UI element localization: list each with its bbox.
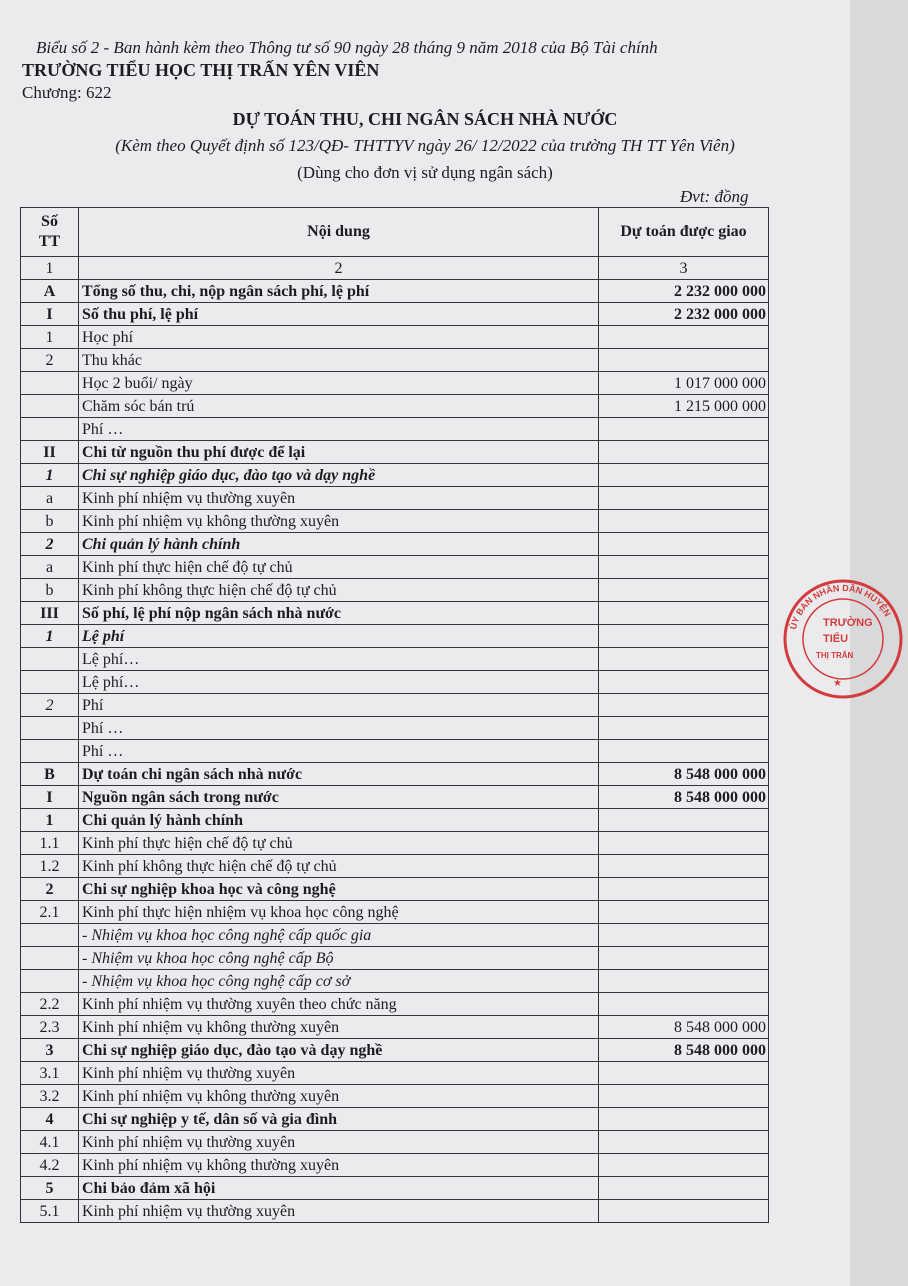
table-row [21,1016,769,1039]
svg-text:THỊ TRẤN: THỊ TRẤN [816,651,854,660]
row-number: 1 [21,809,79,832]
row-content: Tổng số thu, chi, nộp ngân sách phí, lệ phí [79,280,599,303]
row-amount [599,671,769,694]
column-header-content: Nội dung [79,208,599,257]
row-amount [599,924,769,947]
row-content: Chi bảo đảm xã hội [79,1177,599,1200]
row-number: B [21,763,79,786]
table-row [21,947,769,970]
row-number: I [21,303,79,326]
row-number [21,372,79,395]
row-number [21,395,79,418]
row-amount [599,809,769,832]
column-index-row [21,257,769,280]
row-number: 2.2 [21,993,79,1016]
row-amount [599,326,769,349]
column-index-cell: 1 [21,257,79,280]
row-content: Chi sự nghiệp y tế, dân số và gia đình [79,1108,599,1131]
row-content: Phí [79,694,599,717]
row-number [21,717,79,740]
row-number [21,970,79,993]
row-content: Kinh phí nhiệm vụ không thường xuyên [79,1016,599,1039]
row-amount: 8 548 000 000 [599,763,769,786]
row-amount [599,625,769,648]
row-number: 1 [21,464,79,487]
svg-text:TRƯỜNG: TRƯỜNG [823,617,873,629]
table-row [21,970,769,993]
row-number: A [21,280,79,303]
row-amount [599,855,769,878]
table-row [21,1154,769,1177]
row-number: 4.2 [21,1154,79,1177]
row-content: Chăm sóc bán trú [79,395,599,418]
table-row [21,625,769,648]
table-row [21,740,769,763]
table-row [21,602,769,625]
table-row [21,533,769,556]
row-number [21,924,79,947]
table-row [21,303,769,326]
table-row [21,1108,769,1131]
row-amount [599,441,769,464]
row-number: 1 [21,326,79,349]
row-number [21,648,79,671]
row-content: Kinh phí không thực hiện chế độ tự chủ [79,579,599,602]
table-row [21,579,769,602]
row-number: 1.2 [21,855,79,878]
svg-text:TIỂU: TIỂU [823,633,849,645]
row-number: 2 [21,694,79,717]
table-header-row [21,208,769,257]
row-amount [599,487,769,510]
row-number: 2 [21,349,79,372]
table-row [21,372,769,395]
table-row [21,441,769,464]
row-content: Kinh phí không thực hiện chế độ tự chủ [79,855,599,878]
table-row [21,786,769,809]
row-amount [599,717,769,740]
row-content: Kinh phí nhiệm vụ không thường xuyên [79,1085,599,1108]
row-number: 1 [21,625,79,648]
row-amount [599,510,769,533]
row-amount [599,533,769,556]
row-number: 3.1 [21,1062,79,1085]
currency-unit: Đvt: đồng [680,187,749,206]
row-amount [599,1177,769,1200]
column-header-stt: Số TT [21,208,79,257]
row-number: 1.1 [21,832,79,855]
row-number [21,947,79,970]
table-row [21,487,769,510]
row-number [21,740,79,763]
row-content: Chi quản lý hành chính [79,533,599,556]
row-content: Chi sự nghiệp giáo dục, đào tạo và dạy nghề [79,1039,599,1062]
table-row [21,556,769,579]
row-content: Thu khác [79,349,599,372]
row-content: Số thu phí, lệ phí [79,303,599,326]
official-stamp [778,574,908,704]
row-amount: 1 215 000 000 [599,395,769,418]
table-row [21,395,769,418]
table-row [21,1131,769,1154]
table-body [21,257,769,1223]
table-row [21,878,769,901]
school-name: TRƯỜNG TIỂU HỌC THỊ TRẤN YÊN VIÊN [22,60,380,80]
table-row [21,1177,769,1200]
row-number [21,671,79,694]
row-number: 4.1 [21,1131,79,1154]
table-row [21,717,769,740]
row-amount: 8 548 000 000 [599,786,769,809]
table-row [21,832,769,855]
row-number: II [21,441,79,464]
svg-text:★: ★ [833,678,842,689]
svg-text:ỦY BAN NHÂN DÂN HUYỆN: ỦY BAN NHÂN DÂN HUYỆN [787,582,893,631]
table-row [21,1200,769,1223]
column-index-cell: 3 [599,257,769,280]
document-title: DỰ TOÁN THU, CHI NGÂN SÁCH NHÀ NƯỚC [232,109,618,129]
row-amount [599,1062,769,1085]
table-row [21,349,769,372]
row-amount [599,464,769,487]
row-number: I [21,786,79,809]
row-content: Kinh phí nhiệm vụ không thường xuyên [79,510,599,533]
row-amount [599,947,769,970]
row-amount [599,740,769,763]
row-number: 2 [21,878,79,901]
row-number: 3 [21,1039,79,1062]
table-row [21,1039,769,1062]
row-amount [599,349,769,372]
row-number: b [21,510,79,533]
row-number: 2 [21,533,79,556]
chapter-code: Chương: 622 [22,83,112,102]
row-content: Phí … [79,418,599,441]
row-content: - Nhiệm vụ khoa học công nghệ cấp Bộ [79,947,599,970]
decision-reference: (Kèm theo Quyết định số 123/QĐ- THTTYV ngày 26/ 12/2022 của trường TH TT Yên Viên) [115,136,735,155]
budget-table [20,207,769,1223]
row-amount [599,694,769,717]
row-content: Chi sự nghiệp giáo dục, đào tạo và dạy nghề [79,464,599,487]
table-row [21,418,769,441]
row-content: Kinh phí nhiệm vụ thường xuyên [79,487,599,510]
row-content: Lệ phí… [79,671,599,694]
row-number: III [21,602,79,625]
row-amount [599,1085,769,1108]
table-row [21,763,769,786]
row-amount: 8 548 000 000 [599,1039,769,1062]
row-amount [599,556,769,579]
row-content: Học 2 buổi/ ngày [79,372,599,395]
row-content: Phí … [79,740,599,763]
row-content: Số phí, lệ phí nộp ngân sách nhà nước [79,602,599,625]
row-amount [599,993,769,1016]
row-number [21,418,79,441]
table-row [21,993,769,1016]
table-row [21,1062,769,1085]
row-amount [599,648,769,671]
row-amount [599,832,769,855]
row-content: Nguồn ngân sách trong nước [79,786,599,809]
row-content: Lệ phí… [79,648,599,671]
row-number: 2.3 [21,1016,79,1039]
row-content: Lệ phí [79,625,599,648]
row-amount [599,970,769,993]
row-amount: 1 017 000 000 [599,372,769,395]
row-number: 3.2 [21,1085,79,1108]
table-row [21,280,769,303]
table-row [21,671,769,694]
usage-note: (Dùng cho đơn vị sử dụng ngân sách) [297,163,553,182]
row-number: 5 [21,1177,79,1200]
table-row [21,924,769,947]
row-content: Kinh phí nhiệm vụ không thường xuyên [79,1154,599,1177]
row-content: Kinh phí nhiệm vụ thường xuyên [79,1131,599,1154]
row-number: 2.1 [21,901,79,924]
row-content: Chi từ nguồn thu phí được để lại [79,441,599,464]
row-content: Dự toán chi ngân sách nhà nước [79,763,599,786]
table-row [21,510,769,533]
row-number: 5.1 [21,1200,79,1223]
row-content: Kinh phí thực hiện nhiệm vụ khoa học công nghệ [79,901,599,924]
table-row [21,809,769,832]
column-index-cell: 2 [79,257,599,280]
row-content: Kinh phí thực hiện chế độ tự chủ [79,556,599,579]
row-amount: 2 232 000 000 [599,303,769,326]
row-content: Phí … [79,717,599,740]
row-content: Kinh phí nhiệm vụ thường xuyên [79,1062,599,1085]
row-content: Học phí [79,326,599,349]
row-amount [599,418,769,441]
row-number: 4 [21,1108,79,1131]
row-content: Kinh phí nhiệm vụ thường xuyên [79,1200,599,1223]
row-content: Kinh phí thực hiện chế độ tự chủ [79,832,599,855]
row-amount: 2 232 000 000 [599,280,769,303]
row-number: b [21,579,79,602]
row-amount: 8 548 000 000 [599,1016,769,1039]
table-row [21,855,769,878]
table-row [21,694,769,717]
row-content: Chi quản lý hành chính [79,809,599,832]
row-content: Chi sự nghiệp khoa học và công nghệ [79,878,599,901]
row-amount [599,602,769,625]
row-amount [599,1108,769,1131]
row-number: a [21,556,79,579]
row-content: - Nhiệm vụ khoa học công nghệ cấp cơ sở [79,970,599,993]
row-number: a [21,487,79,510]
table-row [21,326,769,349]
column-header-amount: Dự toán được giao [599,208,769,257]
row-amount [599,579,769,602]
row-content: Kinh phí nhiệm vụ thường xuyên theo chức năng [79,993,599,1016]
table-row [21,464,769,487]
row-amount [599,1131,769,1154]
row-amount [599,1200,769,1223]
row-amount [599,1154,769,1177]
form-note: Biểu số 2 - Ban hành kèm theo Thông tư số 90 ngày 28 tháng 9 năm 2018 của Bộ Tài chính [36,38,658,57]
table-row [21,648,769,671]
row-content: - Nhiệm vụ khoa học công nghệ cấp quốc gia [79,924,599,947]
table-row [21,1085,769,1108]
row-amount [599,878,769,901]
row-amount [599,901,769,924]
table-row [21,901,769,924]
